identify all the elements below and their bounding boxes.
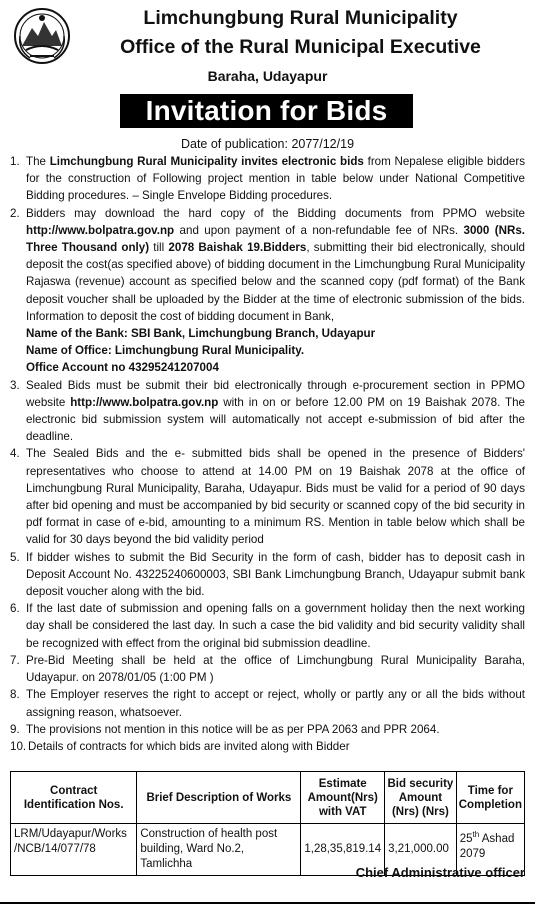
clause-text-part: with in on or before 12.00 PM on 19 Baishak 2078. The electronic bid submission system will automatically not accept e-submission of bid after the deadline.	[26, 395, 525, 444]
time-rest: Ashad 2079	[459, 832, 515, 860]
clause-10	[10, 738, 525, 755]
clause-6	[10, 600, 525, 652]
notice-body	[10, 153, 525, 755]
bottom-divider	[0, 902, 535, 904]
estimate-cell: 1,28,35,819.14	[301, 824, 385, 876]
contracts-table	[10, 771, 525, 876]
ppmo-website-link[interactable]: http://www.bolpatra.gov.np	[70, 395, 219, 409]
clause-text: Details of contracts for which bids are invited along with Bidder	[28, 739, 350, 753]
clause-number: 7.	[10, 653, 20, 667]
clause-number: 10.	[10, 739, 27, 753]
time-day: 25	[459, 832, 473, 845]
clause-5	[10, 549, 525, 601]
clause-text: The Sealed Bids and the e- submitted bids shall be opened in the presence of Bidders' representatives who choose to attend at 14.00 PM on 19 Baishak 2078 at the office of Limchungbung Rural Municipality, Baraha, Udayapur. Bids must be valid for a period of 90 days after bid opening and must be accompanied by bid security or scanned copy of the bid security in pdf format in case of e-bid, amounting to a minimum RS. Mention in table below which shall be valid for 30 days beyond the bid validity period	[26, 447, 525, 547]
clause-text-part: Bidders may download the hard copy of the Bidding documents from PPMO website	[26, 206, 525, 220]
clause-number: 9.	[10, 722, 20, 736]
clause-text-part: Sealed Bids must be submit their bid electronically through e-procurement section in PPMO website	[26, 378, 525, 409]
clause-text-part: till	[149, 241, 169, 255]
clause-4	[10, 445, 525, 548]
clause-emphasis: Limchungbung Rural Municipality invites electronic bids	[49, 155, 364, 168]
clause-text: The Employer reserves the right to accept or reject, wholly or partly any or all the bids without assigning reason, whatsoever.	[26, 688, 525, 719]
office-account-number: Office Account no 43295241207004	[26, 361, 219, 375]
clause-2	[10, 205, 525, 377]
description-cell: Construction of health post building, Ward No.2, Tamlichha	[137, 824, 301, 876]
ppmo-website-link[interactable]: http://www.bolpatra.gov.np	[26, 223, 175, 237]
clause-7	[10, 652, 525, 686]
column-header-description: Brief Description of Works	[137, 772, 301, 824]
clause-3	[10, 377, 525, 446]
clause-text: The provisions not mention in this notice will be as per PPA 2063 and PPR 2064.	[26, 722, 440, 736]
clause-text-part: and upon payment of a non-refundable fee of NRs.	[174, 223, 464, 237]
government-emblem-icon	[12, 6, 72, 66]
clause-text-part: , submitting their bid electronically, should deposit the cost(as specified above) of bidding document in the Limchungbung Rural Municipality Rajaswa (revenue) account as specified below and the scanned copy (pdf format) of the Bank deposit voucher shall be uploaded by the Bidder at the time of electronic submission of the bids. Information to deposit the cost of bidding document in Bank,	[26, 241, 526, 323]
clause-text: If the last date of submission and opening falls on a government holiday then the next working day shall be considered the last day. In such a case the bid validity and bid security validity shall be recognized with effect from the original bid submission deadline.	[26, 602, 525, 650]
notice-title: Invitation for Bids	[120, 94, 413, 128]
column-header-time: Time for Completion	[456, 772, 524, 824]
clause-number: 6.	[10, 602, 20, 616]
time-suffix: th	[472, 830, 480, 839]
clause-number: 1.	[10, 155, 20, 168]
clause-number: 2.	[10, 206, 20, 220]
column-header-contract: Contract Identification Nos.	[11, 772, 137, 824]
bank-name: Name of the Bank: SBI Bank, Limchungbung Branch, Udayapur	[26, 327, 376, 341]
download-deadline: 2078 Baishak 19.Bidders	[168, 241, 307, 255]
clause-text	[26, 377, 525, 446]
office-location: Baraha, Udayapur	[207, 68, 328, 84]
office-name: Office of the Rural Municipal Executive	[120, 36, 481, 58]
clause-text	[26, 205, 525, 377]
signatory-title: Chief Administrative officer	[355, 865, 525, 880]
clause-number: 4.	[10, 447, 20, 461]
bid-document-fee: 3000 (NRs. Three Thousand only)	[26, 223, 525, 255]
clause-text: Pre-Bid Meeting shall be held at the office of Limchungbung Rural Municipality Baraha, Udayapur. on 2078/01/05 (1:00 PM )	[26, 653, 525, 685]
column-header-estimate: Estimate Amount(Nrs) with VAT	[301, 772, 385, 824]
clause-text-part: The	[26, 155, 50, 168]
clause-8	[10, 686, 525, 720]
clause-number: 5.	[10, 550, 20, 564]
municipality-name: Limchungbung Rural Municipality	[143, 7, 458, 29]
clause-number: 3.	[10, 378, 20, 392]
table-header-row	[11, 772, 525, 824]
clause-9	[10, 721, 525, 738]
clause-text	[26, 153, 525, 205]
clause-text-part: from Nepalese eligible bidders for the construction of Following project mention in table below under National Competitive Bidding procedures. – Single Envelope Bidding procedures.	[26, 155, 525, 203]
security-cell: 3,21,000.00	[385, 824, 457, 876]
publication-date: Date of publication: 2077/12/19	[180, 137, 355, 151]
clause-1	[10, 153, 525, 205]
office-account-name: Name of Office: Limchungbung Rural Municipality.	[26, 344, 305, 358]
clause-number: 8.	[10, 688, 20, 702]
clause-text: If bidder wishes to submit the Bid Security in the form of cash, bidder has to deposit cash in Deposit Account No. 43225240600003, SBI Bank Limchungbung Branch, Udayapur submit bank deposit voucher along with the bid.	[26, 550, 525, 599]
contract-id-cell: LRM/Udayapur/Works /NCB/14/077/78	[11, 824, 137, 876]
column-header-security: Bid security Amount (Nrs) (Nrs)	[385, 772, 457, 824]
